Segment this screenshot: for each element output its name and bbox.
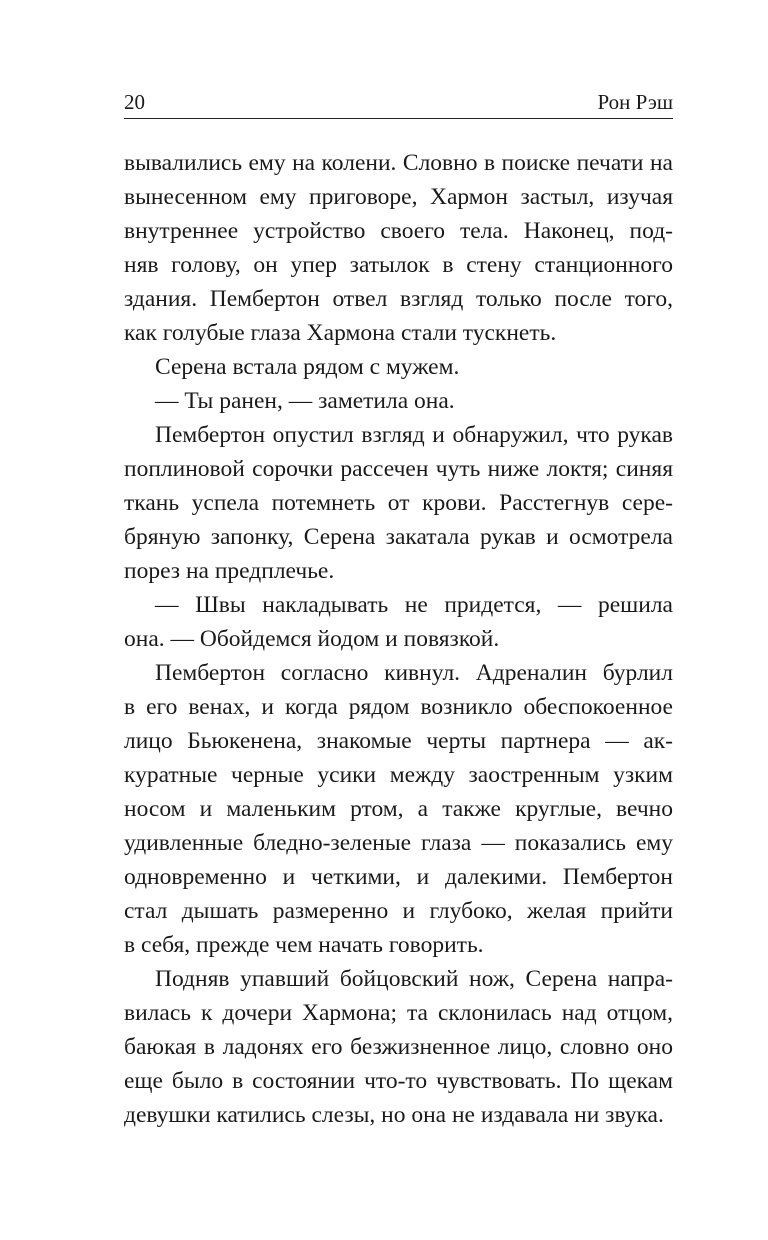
text-line: вынесенном ему приговоре, Хармон застыл, изучая [124,184,673,210]
text-line: удивленные бледно-зеленые глаза — показались ему [124,830,673,856]
text-line: ткань успела потемнеть от крови. Расстегнув сере- [124,490,673,516]
text-line: вилась к дочери Хармона; та склонилась над отцом, [124,1000,673,1026]
text-line: стал дышать размеренно и глубоко, желая прийти [124,898,673,924]
text-line: еще было в состоянии что-то чувствовать. По щекам [124,1068,673,1094]
text-line: няв голову, он упер затылок в стену станционного [124,252,673,278]
paragraph [124,146,673,350]
text-line: носом и маленьким ртом, а также круглые, вечно [124,796,673,822]
text-line: она. — Обойдемся йодом и повязкой. [124,626,500,652]
text-line: баюкая в ладонях его безжизненное лицо, словно оно [124,1034,673,1060]
text-line: лицо Бьюкенена, знакомые черты партнера — ак- [124,728,673,754]
text-line: в его венах, и когда рядом возникло обеспокоенное [124,694,673,720]
text-line: одновременно и четкими, и далекими. Пембертон [124,864,673,890]
text-line: в себя, прежде чем начать говорить. [124,932,484,958]
text-line: внутреннее устройство своего тела. Наконец, под- [124,218,673,244]
paragraph [124,350,673,384]
text-line: бряную запонку, Серена закатала рукав и осмотрела [124,524,673,550]
text-line: как голубые глаза Хармона стали тускнеть. [124,320,557,346]
page-number: 20 [124,90,145,114]
running-head-author: Рон Рэш [597,90,673,114]
text-line: вывалились ему на колени. Словно в поиске печати на [124,150,673,176]
paragraph [124,588,673,656]
text-line: Подняв упавший бойцовский нож, Серена напра- [155,966,673,992]
text-line: девушки катились слезы, но она не издавала ни звука. [124,1102,664,1128]
paragraph [124,384,673,418]
paragraph [124,656,673,962]
body-text [124,146,673,1132]
text-line: — Швы накладывать не придется, — решила [155,592,673,618]
text-line: куратные черные усики между заостренным узким [124,762,673,788]
paragraph [124,962,673,1132]
paragraph [124,418,673,588]
page-header [124,88,673,119]
text-line: поплиновой сорочки рассечен чуть ниже локтя; синяя [124,456,673,482]
text-line: здания. Пембертон отвел взгляд только после того, [124,286,673,312]
text-line: Пембертон согласно кивнул. Адреналин бурлил [155,660,673,686]
text-line: Серена встала рядом с мужем. [155,354,460,380]
text-line: Пембертон опустил взгляд и обнаружил, что рукав [155,422,673,448]
text-line: порез на предплечье. [124,558,335,584]
text-line: — Ты ранен, — заметила она. [155,388,455,414]
